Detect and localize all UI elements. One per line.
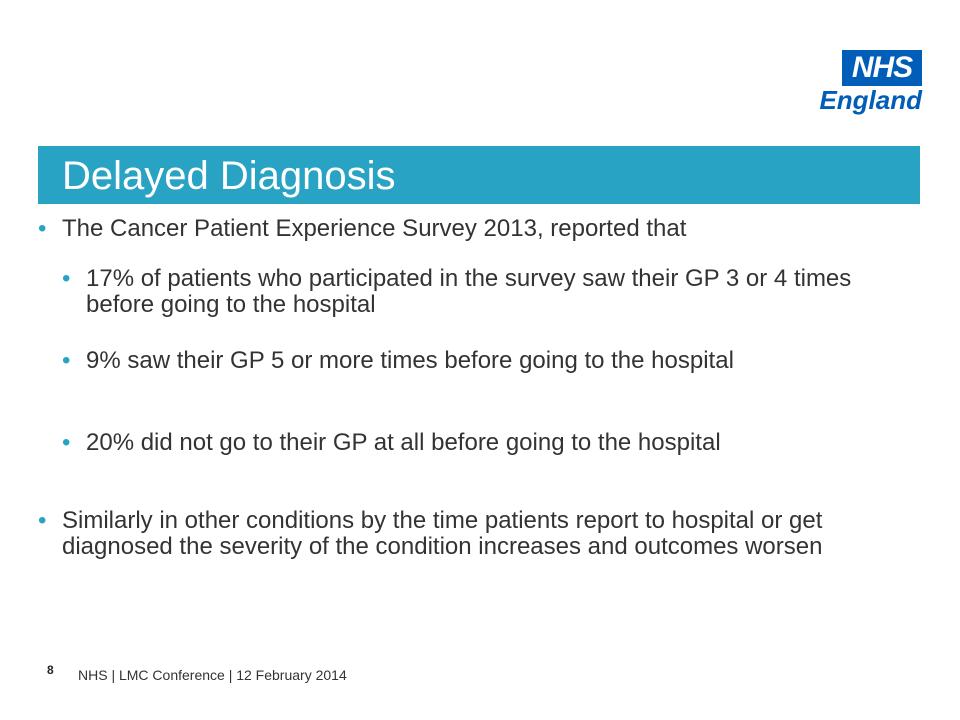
sub-bullet-item [62,265,886,318]
sub-bullet-item [62,429,886,456]
nhs-logo-box: NHS [842,50,922,86]
title-bar [38,146,920,204]
bullet-text: 9% saw their GP 5 or more times before going to the hospital [86,347,734,374]
bullet-item [38,215,882,242]
slide-title: Delayed Diagnosis [62,154,396,198]
bullet-dot: • [62,347,71,374]
bullet-text: The Cancer Patient Experience Survey 2013, reported that [62,215,687,242]
bullet-text: 20% did not go to their GP at all before going to the hospital [86,429,721,456]
bullet-dot: • [38,507,47,534]
nhs-logo-region: England [819,85,922,115]
bullet-dot: • [62,265,71,292]
sub-bullet-item [62,347,886,374]
nhs-england-logo [818,50,922,114]
footer-text: NHS | LMC Conference | 12 February 2014 [78,667,347,683]
bullet-item [38,507,882,560]
page-number: 8 [47,663,54,677]
bullet-text: 17% of patients who participated in the survey saw their GP 3 or 4 times before going to the hospital [86,265,852,318]
bullet-dot: • [62,429,71,456]
bullet-dot: • [38,215,47,242]
bullet-text: Similarly in other conditions by the time patients report to hospital or get diagnosed the severity of the condition increases and outcomes worsen [62,507,823,560]
